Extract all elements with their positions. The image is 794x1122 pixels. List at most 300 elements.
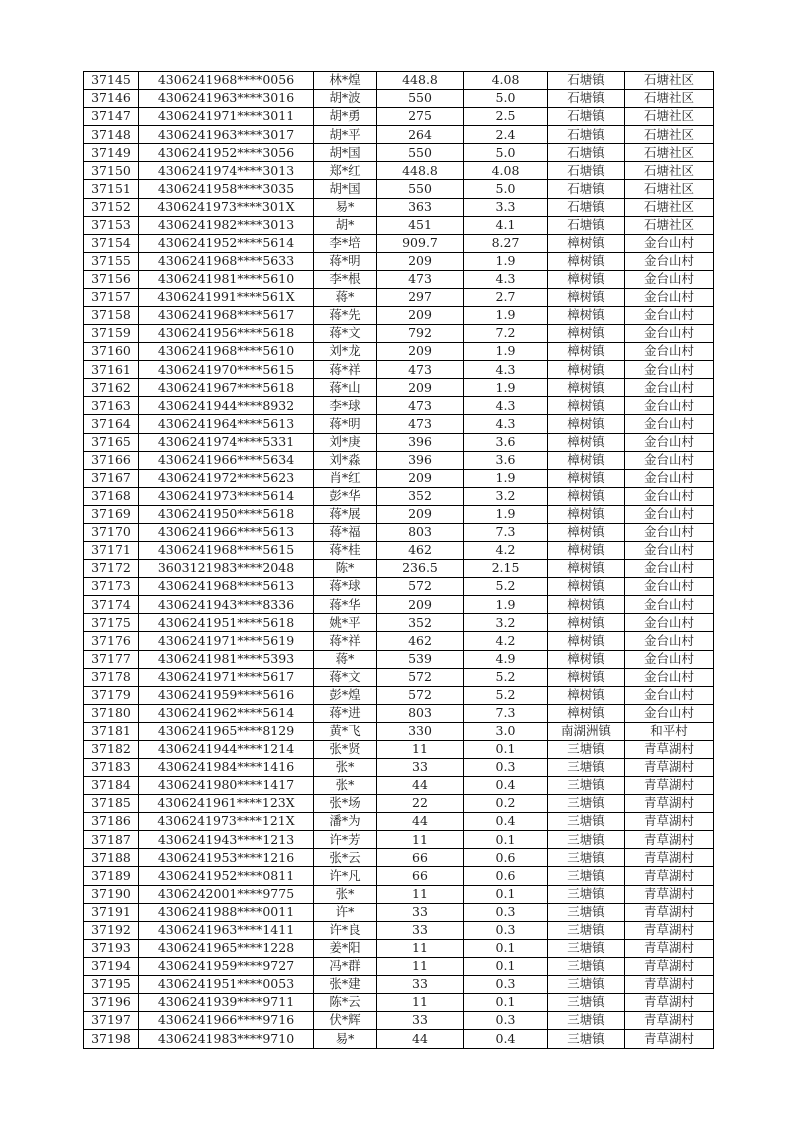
cell-area: 8.27	[464, 234, 548, 252]
cell-area: 0.4	[464, 1030, 548, 1049]
table-row	[84, 867, 714, 885]
cell-amount: 209	[377, 505, 464, 523]
cell-seq: 37189	[84, 867, 139, 885]
cell-id-number: 4306241968****5613	[139, 578, 314, 596]
cell-seq: 37154	[84, 234, 139, 252]
cell-name: 蒋*文	[314, 668, 377, 686]
cell-id-number: 4306241961****123X	[139, 795, 314, 813]
cell-id-number: 4306241967****5618	[139, 379, 314, 397]
table-row	[84, 885, 714, 903]
cell-id-number: 4306241982****3013	[139, 216, 314, 234]
cell-id-number: 4306241959****9727	[139, 957, 314, 975]
records-body	[84, 72, 714, 1049]
table-row	[84, 542, 714, 560]
cell-seq: 37147	[84, 108, 139, 126]
cell-town: 石塘镇	[548, 144, 625, 162]
cell-seq: 37196	[84, 993, 139, 1011]
cell-area: 4.3	[464, 270, 548, 288]
cell-id-number: 4306241950****5618	[139, 505, 314, 523]
cell-amount: 209	[377, 596, 464, 614]
cell-area: 5.2	[464, 668, 548, 686]
cell-village: 金台山村	[625, 397, 714, 415]
cell-area: 2.7	[464, 288, 548, 306]
cell-id-number: 4306241963****1411	[139, 921, 314, 939]
table-row	[84, 487, 714, 505]
table-row	[84, 1012, 714, 1030]
cell-name: 潘*为	[314, 813, 377, 831]
cell-town: 樟树镇	[548, 596, 625, 614]
cell-seq: 37179	[84, 686, 139, 704]
cell-town: 樟树镇	[548, 542, 625, 560]
cell-amount: 352	[377, 614, 464, 632]
cell-town: 樟树镇	[548, 578, 625, 596]
cell-village: 石塘社区	[625, 198, 714, 216]
table-row	[84, 831, 714, 849]
cell-town: 三塘镇	[548, 795, 625, 813]
cell-town: 樟树镇	[548, 560, 625, 578]
cell-area: 0.2	[464, 795, 548, 813]
table-row	[84, 90, 714, 108]
cell-id-number: 4306241943****8336	[139, 596, 314, 614]
cell-name: 李*培	[314, 234, 377, 252]
cell-seq: 37157	[84, 288, 139, 306]
cell-area: 5.0	[464, 180, 548, 198]
cell-area: 4.08	[464, 72, 548, 90]
cell-amount: 33	[377, 975, 464, 993]
table-row	[84, 740, 714, 758]
cell-area: 3.0	[464, 722, 548, 740]
cell-id-number: 4306241962****5614	[139, 704, 314, 722]
cell-village: 青草湖村	[625, 957, 714, 975]
cell-name: 姜*阳	[314, 939, 377, 957]
cell-name: 胡*国	[314, 180, 377, 198]
cell-amount: 297	[377, 288, 464, 306]
cell-town: 三塘镇	[548, 1030, 625, 1049]
cell-village: 金台山村	[625, 542, 714, 560]
cell-name: 胡*平	[314, 126, 377, 144]
cell-id-number: 4306241973****301X	[139, 198, 314, 216]
cell-village: 青草湖村	[625, 758, 714, 776]
cell-id-number: 4306242001****9775	[139, 885, 314, 903]
cell-seq: 37148	[84, 126, 139, 144]
cell-town: 樟树镇	[548, 469, 625, 487]
cell-seq: 37162	[84, 379, 139, 397]
cell-amount: 572	[377, 686, 464, 704]
cell-village: 青草湖村	[625, 795, 714, 813]
cell-seq: 37191	[84, 903, 139, 921]
table-row	[84, 614, 714, 632]
cell-name: 姚*平	[314, 614, 377, 632]
cell-town: 樟树镇	[548, 397, 625, 415]
cell-id-number: 3603121983****2048	[139, 560, 314, 578]
table-row	[84, 126, 714, 144]
cell-seq: 37184	[84, 777, 139, 795]
cell-id-number: 4306241963****3017	[139, 126, 314, 144]
cell-village: 金台山村	[625, 433, 714, 451]
table-row	[84, 72, 714, 90]
table-row	[84, 379, 714, 397]
cell-amount: 11	[377, 740, 464, 758]
cell-seq: 37186	[84, 813, 139, 831]
cell-town: 樟树镇	[548, 668, 625, 686]
cell-id-number: 4306241953****1216	[139, 849, 314, 867]
cell-seq: 37155	[84, 252, 139, 270]
cell-area: 7.2	[464, 325, 548, 343]
cell-id-number: 4306241958****3035	[139, 180, 314, 198]
cell-area: 0.6	[464, 867, 548, 885]
cell-area: 5.0	[464, 144, 548, 162]
cell-village: 金台山村	[625, 415, 714, 433]
cell-id-number: 4306241966****5634	[139, 451, 314, 469]
cell-area: 4.3	[464, 361, 548, 379]
cell-seq: 37197	[84, 1012, 139, 1030]
cell-village: 青草湖村	[625, 867, 714, 885]
cell-amount: 11	[377, 939, 464, 957]
cell-amount: 803	[377, 704, 464, 722]
cell-area: 0.4	[464, 813, 548, 831]
cell-id-number: 4306241981****5393	[139, 650, 314, 668]
cell-seq: 37146	[84, 90, 139, 108]
cell-area: 0.3	[464, 758, 548, 776]
cell-name: 许*良	[314, 921, 377, 939]
cell-seq: 37174	[84, 596, 139, 614]
cell-amount: 451	[377, 216, 464, 234]
cell-village: 金台山村	[625, 307, 714, 325]
cell-town: 樟树镇	[548, 234, 625, 252]
cell-name: 蒋*文	[314, 325, 377, 343]
cell-id-number: 4306241988****0011	[139, 903, 314, 921]
cell-town: 三塘镇	[548, 758, 625, 776]
cell-village: 金台山村	[625, 487, 714, 505]
cell-amount: 909.7	[377, 234, 464, 252]
cell-id-number: 4306241971****5617	[139, 668, 314, 686]
cell-name: 许*	[314, 903, 377, 921]
cell-amount: 473	[377, 361, 464, 379]
cell-amount: 209	[377, 252, 464, 270]
cell-village: 青草湖村	[625, 939, 714, 957]
cell-id-number: 4306241973****5614	[139, 487, 314, 505]
cell-town: 樟树镇	[548, 307, 625, 325]
cell-name: 蒋*华	[314, 596, 377, 614]
cell-name: 胡*波	[314, 90, 377, 108]
cell-village: 金台山村	[625, 686, 714, 704]
cell-amount: 44	[377, 777, 464, 795]
cell-area: 4.08	[464, 162, 548, 180]
cell-town: 石塘镇	[548, 180, 625, 198]
cell-name: 刘*庚	[314, 433, 377, 451]
cell-town: 樟树镇	[548, 252, 625, 270]
cell-name: 林*煌	[314, 72, 377, 90]
cell-name: 许*凡	[314, 867, 377, 885]
cell-village: 青草湖村	[625, 1012, 714, 1030]
cell-name: 张*	[314, 885, 377, 903]
cell-area: 2.4	[464, 126, 548, 144]
cell-amount: 22	[377, 795, 464, 813]
cell-village: 金台山村	[625, 614, 714, 632]
table-row	[84, 343, 714, 361]
table-row	[84, 578, 714, 596]
cell-town: 樟树镇	[548, 487, 625, 505]
cell-seq: 37165	[84, 433, 139, 451]
cell-amount: 11	[377, 957, 464, 975]
table-row	[84, 252, 714, 270]
cell-amount: 275	[377, 108, 464, 126]
cell-id-number: 4306241951****5618	[139, 614, 314, 632]
cell-town: 三塘镇	[548, 885, 625, 903]
records-table	[83, 71, 714, 1049]
cell-id-number: 4306241966****5613	[139, 523, 314, 541]
cell-area: 1.9	[464, 252, 548, 270]
cell-town: 樟树镇	[548, 505, 625, 523]
cell-amount: 352	[377, 487, 464, 505]
cell-amount: 11	[377, 885, 464, 903]
cell-seq: 37159	[84, 325, 139, 343]
cell-amount: 572	[377, 668, 464, 686]
cell-amount: 473	[377, 397, 464, 415]
cell-area: 7.3	[464, 523, 548, 541]
cell-area: 3.6	[464, 451, 548, 469]
cell-name: 蒋*明	[314, 252, 377, 270]
table-row	[84, 758, 714, 776]
cell-id-number: 4306241943****1213	[139, 831, 314, 849]
cell-name: 蒋*球	[314, 578, 377, 596]
cell-id-number: 4306241968****0056	[139, 72, 314, 90]
cell-area: 0.6	[464, 849, 548, 867]
cell-amount: 539	[377, 650, 464, 668]
table-row	[84, 777, 714, 795]
cell-amount: 33	[377, 921, 464, 939]
cell-id-number: 4306241968****5617	[139, 307, 314, 325]
cell-seq: 37192	[84, 921, 139, 939]
cell-town: 石塘镇	[548, 72, 625, 90]
cell-id-number: 4306241972****5623	[139, 469, 314, 487]
cell-town: 樟树镇	[548, 343, 625, 361]
cell-town: 樟树镇	[548, 451, 625, 469]
cell-seq: 37198	[84, 1030, 139, 1049]
table-row	[84, 325, 714, 343]
cell-town: 石塘镇	[548, 108, 625, 126]
table-row	[84, 469, 714, 487]
cell-amount: 209	[377, 469, 464, 487]
cell-id-number: 4306241951****0053	[139, 975, 314, 993]
cell-amount: 572	[377, 578, 464, 596]
cell-area: 4.3	[464, 397, 548, 415]
cell-amount: 236.5	[377, 560, 464, 578]
cell-seq: 37177	[84, 650, 139, 668]
cell-name: 彭*煌	[314, 686, 377, 704]
cell-town: 石塘镇	[548, 162, 625, 180]
cell-name: 冯*群	[314, 957, 377, 975]
cell-village: 金台山村	[625, 523, 714, 541]
cell-amount: 803	[377, 523, 464, 541]
cell-town: 樟树镇	[548, 325, 625, 343]
cell-town: 樟树镇	[548, 704, 625, 722]
cell-amount: 209	[377, 343, 464, 361]
cell-village: 石塘社区	[625, 90, 714, 108]
cell-id-number: 4306241981****5610	[139, 270, 314, 288]
cell-id-number: 4306241984****1416	[139, 758, 314, 776]
table-row	[84, 903, 714, 921]
cell-seq: 37187	[84, 831, 139, 849]
cell-village: 青草湖村	[625, 740, 714, 758]
cell-area: 0.1	[464, 939, 548, 957]
cell-area: 1.9	[464, 343, 548, 361]
cell-name: 陈*云	[314, 993, 377, 1011]
cell-seq: 37194	[84, 957, 139, 975]
cell-village: 石塘社区	[625, 126, 714, 144]
cell-amount: 550	[377, 90, 464, 108]
cell-seq: 37175	[84, 614, 139, 632]
cell-seq: 37178	[84, 668, 139, 686]
cell-town: 樟树镇	[548, 650, 625, 668]
cell-town: 三塘镇	[548, 867, 625, 885]
cell-town: 石塘镇	[548, 216, 625, 234]
cell-id-number: 4306241959****5616	[139, 686, 314, 704]
cell-seq: 37171	[84, 542, 139, 560]
cell-village: 金台山村	[625, 343, 714, 361]
cell-village: 金台山村	[625, 704, 714, 722]
cell-amount: 473	[377, 270, 464, 288]
cell-amount: 550	[377, 144, 464, 162]
cell-amount: 264	[377, 126, 464, 144]
cell-amount: 33	[377, 903, 464, 921]
cell-village: 青草湖村	[625, 975, 714, 993]
cell-area: 3.3	[464, 198, 548, 216]
cell-village: 青草湖村	[625, 831, 714, 849]
cell-village: 金台山村	[625, 252, 714, 270]
cell-town: 石塘镇	[548, 90, 625, 108]
cell-name: 黄*飞	[314, 722, 377, 740]
cell-name: 肖*红	[314, 469, 377, 487]
cell-name: 蒋*进	[314, 704, 377, 722]
table-row	[84, 451, 714, 469]
cell-village: 金台山村	[625, 325, 714, 343]
cell-town: 樟树镇	[548, 614, 625, 632]
cell-name: 蒋*祥	[314, 361, 377, 379]
cell-seq: 37158	[84, 307, 139, 325]
cell-id-number: 4306241965****1228	[139, 939, 314, 957]
cell-town: 三塘镇	[548, 957, 625, 975]
cell-area: 4.9	[464, 650, 548, 668]
cell-village: 金台山村	[625, 505, 714, 523]
cell-amount: 209	[377, 307, 464, 325]
cell-name: 蒋*福	[314, 523, 377, 541]
cell-seq: 37149	[84, 144, 139, 162]
cell-village: 金台山村	[625, 632, 714, 650]
table-row	[84, 144, 714, 162]
table-row	[84, 704, 714, 722]
cell-id-number: 4306241971****5619	[139, 632, 314, 650]
cell-area: 4.2	[464, 632, 548, 650]
cell-village: 石塘社区	[625, 108, 714, 126]
cell-id-number: 4306241968****5615	[139, 542, 314, 560]
cell-town: 南湖洲镇	[548, 722, 625, 740]
cell-seq: 37173	[84, 578, 139, 596]
cell-amount: 473	[377, 415, 464, 433]
cell-seq: 37150	[84, 162, 139, 180]
cell-seq: 37188	[84, 849, 139, 867]
cell-name: 张*	[314, 758, 377, 776]
cell-name: 蒋*	[314, 650, 377, 668]
cell-area: 1.9	[464, 596, 548, 614]
cell-seq: 37170	[84, 523, 139, 541]
cell-id-number: 4306241966****9716	[139, 1012, 314, 1030]
cell-town: 三塘镇	[548, 1012, 625, 1030]
cell-area: 1.9	[464, 469, 548, 487]
cell-village: 金台山村	[625, 578, 714, 596]
table-row	[84, 523, 714, 541]
table-row	[84, 813, 714, 831]
cell-area: 4.3	[464, 415, 548, 433]
cell-area: 5.0	[464, 90, 548, 108]
cell-area: 1.9	[464, 379, 548, 397]
cell-town: 三塘镇	[548, 813, 625, 831]
cell-name: 刘*龙	[314, 343, 377, 361]
cell-amount: 66	[377, 867, 464, 885]
cell-id-number: 4306241968****5610	[139, 343, 314, 361]
cell-name: 蒋*祥	[314, 632, 377, 650]
table-row	[84, 632, 714, 650]
table-row	[84, 433, 714, 451]
cell-amount: 550	[377, 180, 464, 198]
cell-seq: 37164	[84, 415, 139, 433]
cell-town: 三塘镇	[548, 903, 625, 921]
cell-amount: 44	[377, 813, 464, 831]
cell-village: 金台山村	[625, 379, 714, 397]
cell-town: 樟树镇	[548, 415, 625, 433]
cell-id-number: 4306241956****5618	[139, 325, 314, 343]
cell-amount: 462	[377, 542, 464, 560]
cell-village: 金台山村	[625, 361, 714, 379]
cell-id-number: 4306241939****9711	[139, 993, 314, 1011]
cell-seq: 37160	[84, 343, 139, 361]
table-row	[84, 975, 714, 993]
cell-id-number: 4306241963****3016	[139, 90, 314, 108]
cell-seq: 37195	[84, 975, 139, 993]
cell-name: 张*贤	[314, 740, 377, 758]
cell-area: 0.3	[464, 921, 548, 939]
cell-area: 0.1	[464, 740, 548, 758]
cell-amount: 448.8	[377, 72, 464, 90]
cell-name: 陈*	[314, 560, 377, 578]
cell-area: 4.1	[464, 216, 548, 234]
cell-village: 青草湖村	[625, 1030, 714, 1049]
cell-id-number: 4306241952****3056	[139, 144, 314, 162]
cell-name: 郑*红	[314, 162, 377, 180]
cell-town: 樟树镇	[548, 361, 625, 379]
cell-area: 0.4	[464, 777, 548, 795]
cell-village: 青草湖村	[625, 921, 714, 939]
cell-village: 青草湖村	[625, 777, 714, 795]
cell-area: 0.3	[464, 903, 548, 921]
cell-name: 刘*淼	[314, 451, 377, 469]
cell-village: 金台山村	[625, 288, 714, 306]
cell-seq: 37156	[84, 270, 139, 288]
cell-area: 4.2	[464, 542, 548, 560]
cell-seq: 37161	[84, 361, 139, 379]
cell-village: 青草湖村	[625, 885, 714, 903]
table-row	[84, 361, 714, 379]
cell-seq: 37167	[84, 469, 139, 487]
cell-id-number: 4306241964****5613	[139, 415, 314, 433]
cell-area: 0.1	[464, 831, 548, 849]
cell-area: 3.2	[464, 614, 548, 632]
cell-amount: 33	[377, 1012, 464, 1030]
cell-town: 三塘镇	[548, 831, 625, 849]
cell-area: 0.3	[464, 1012, 548, 1030]
cell-seq: 37152	[84, 198, 139, 216]
table-row	[84, 993, 714, 1011]
